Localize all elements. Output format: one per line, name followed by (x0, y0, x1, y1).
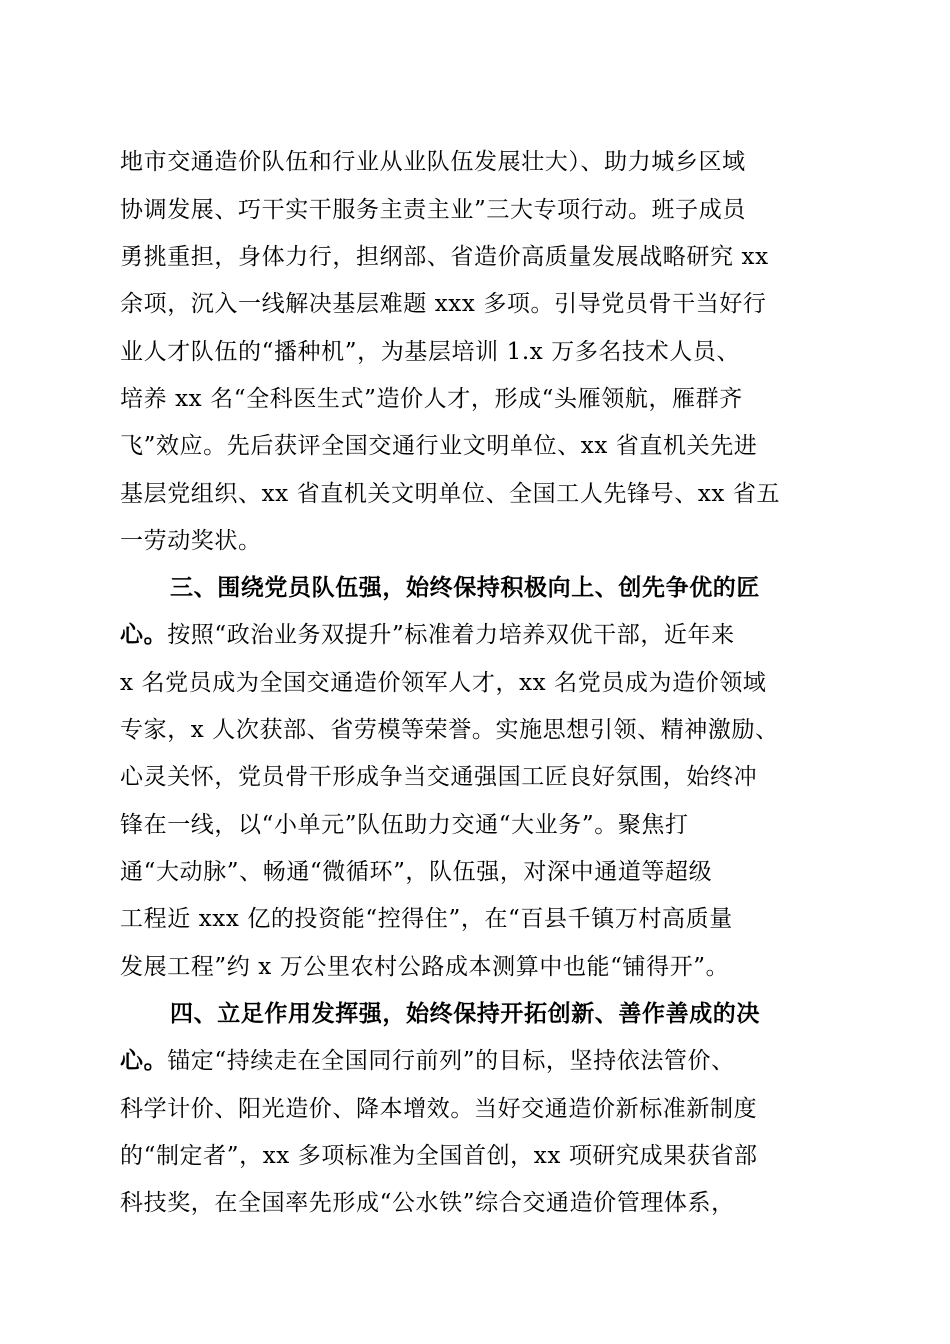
body-text-line: 地市交通造价队伍和行业从业队伍发展壮大）、助力城乡区域 (120, 149, 746, 175)
body-text-line: 科学计价、阳光造价、降本增效。当好交通造价新标准新制度 (120, 1096, 758, 1122)
section-4-heading-line-2 (120, 1037, 735, 1085)
body-text-segment: 按照“政治业务双提升”标准着力培养双优干部，近年来 (167, 622, 735, 648)
body-text-line: 业人才队伍的“播种机”，为基层培训 1.x 万多名技术人员、 (120, 339, 741, 365)
body-text-line: x 名党员成为全国交通造价领军人才，xx 名党员成为造价领域 (120, 670, 767, 696)
body-text-line: 培养 xx 名“全科医生式”造价人才，形成“头雁领航，雁群齐 (120, 386, 743, 412)
section-3-heading: 三、围绕党员队伍强，始终保持积极向上、创先争优的匠 (170, 574, 760, 601)
body-text-line: 一劳动奖状。 (120, 528, 262, 554)
body-text-segment: 锚定“持续走在全国同行前列”的目标，坚持依法管价、 (167, 1048, 735, 1074)
section-3-heading-end: 心。 (120, 621, 168, 648)
section-4-heading-end: 心。 (120, 1047, 168, 1074)
section-4-heading: 四、立足作用发挥强，始终保持开拓创新、善作善成的决 (170, 1000, 760, 1027)
body-text-line: 通“大动脉”、畅通“微循环”，队伍强，对深中通道等超级 (120, 859, 713, 885)
body-text-line: 基层党组织、xx 省直机关文明单位、全国工人先锋号、xx 省五 (120, 481, 781, 507)
body-text-line: 发展工程”约 x 万公里农村公路成本测算中也能“铺得开”。 (120, 954, 730, 980)
body-text-line: 勇挑重担，身体力行，担纲部、省造价高质量发展战略研究 xx (120, 244, 769, 270)
body-text-line: 锋在一线，以“小单元”队伍助力交通“大业务”。聚焦打 (120, 812, 689, 838)
body-text-line: 协调发展、巧干实干服务主责主业”三大专项行动。班子成员 (120, 197, 746, 223)
body-text-line: 专家，x 人次获部、省劳模等荣誉。实施思想引领、精神激励、 (120, 717, 779, 743)
body-text-line: 飞”效应。先后获评全国交通行业文明单位、xx 省直机关先进 (120, 433, 758, 459)
body-text-line: 余项，沉入一线解决基层难题 xxx 多项。引导党员骨干当好行 (120, 291, 767, 317)
body-text-line: 的“制定者”，xx 多项标准为全国首创，xx 项研究成果获省部 (120, 1143, 758, 1169)
section-3-heading-line-2 (120, 611, 735, 659)
body-text-line: 科技奖，在全国率先形成“公水铁”综合交通造价管理体系， (120, 1190, 735, 1216)
body-text-line: 心灵关怀，党员骨干形成争当交通强国工匠良好氛围，始终冲 (120, 764, 758, 790)
body-text-line: 工程近 xxx 亿的投资能“控得住”，在“百县千镇万村高质量 (120, 906, 733, 932)
